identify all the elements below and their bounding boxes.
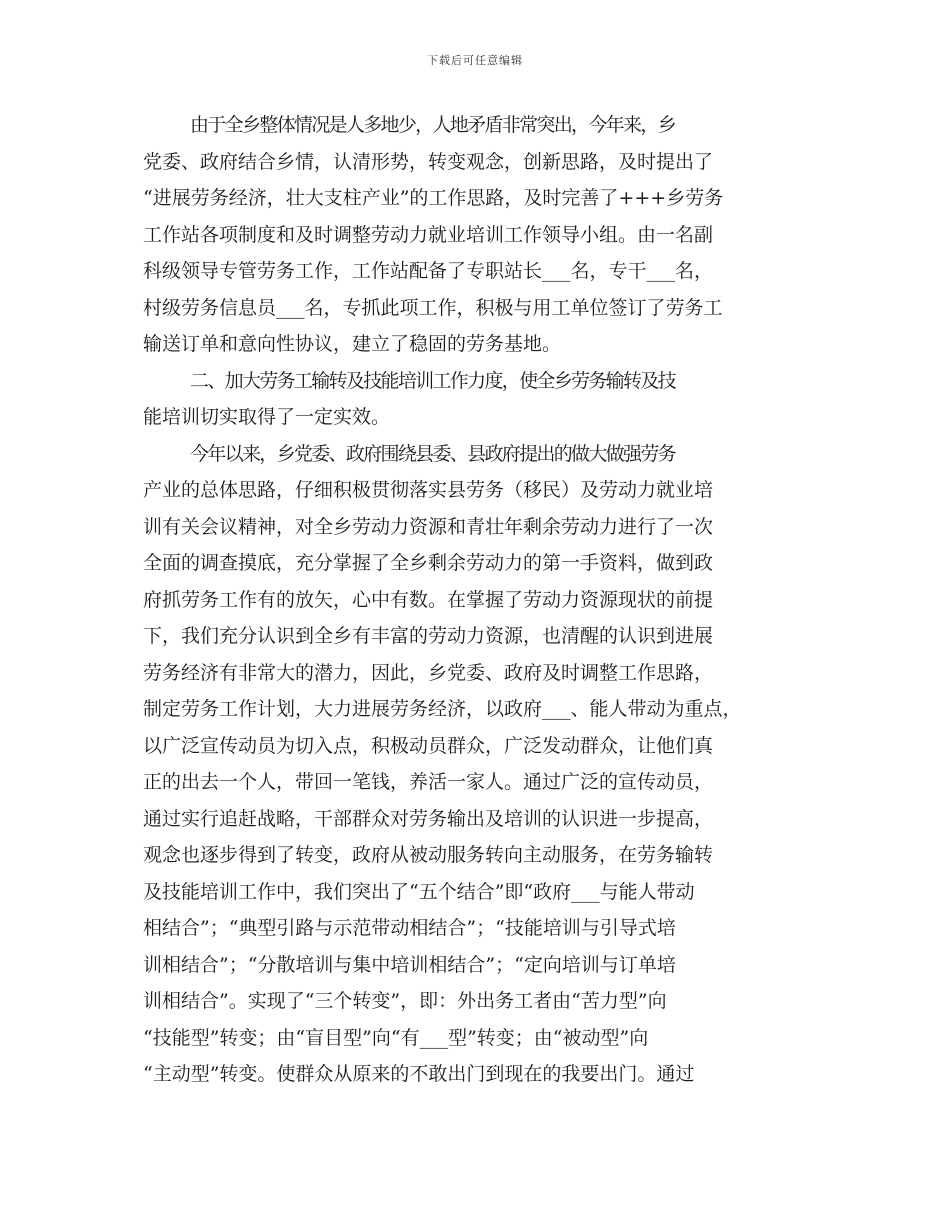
text-line: 通过实行追赶战略，干部群众对劳务输出及培训的认识进一步提高， xyxy=(143,807,714,830)
text-line: 劳务经济有非常大的潜力，因此，乡党委、政府及时调整工作思路， xyxy=(143,661,714,684)
text-line: 以广泛宣传动员为切入点，积极动员群众，广泛发动群众，让他们真 xyxy=(143,734,714,757)
text-line: 党委、政府结合乡情，认清形势，转变观念，创新思路，及时提出了 xyxy=(143,150,714,173)
text-line: 工作站各项制度和及时调整劳动力就业培训工作领导小组。由一名副 xyxy=(143,223,714,246)
text-line: 观念也逐步得到了转变，政府从被动服务转向主动服务，在劳务输转 xyxy=(143,844,714,866)
document-body xyxy=(143,107,813,1093)
text-line: 科级领导专管劳务工作，工作站配备了专职站长___名，专干___名， xyxy=(143,260,714,282)
text-line: 输送订单和意向性协议，建立了稳固的劳务基地。 xyxy=(143,333,562,355)
text-line: 下，我们充分认识到全乡有丰富的劳动力资源，也清醒的认识到进展 xyxy=(143,625,714,647)
text-line: “主动型”转变。使群众从原来的不敢出门到现在的我要出门。通过 xyxy=(143,1063,695,1085)
text-line: 制定劳务工作计划，大力进展劳务经济，以政府___、能人带动为重点， xyxy=(143,698,742,720)
text-line: 全面的调查摸底，充分掌握了全乡剩余劳动力的第一手资料，做到政 xyxy=(143,552,714,574)
text-line: “进展劳务经济，壮大支柱产业”的工作思路，及时完善了+++乡劳务 xyxy=(143,187,724,209)
text-line: 村级劳务信息员___名，专抓此项工作，积极与用工单位签订了劳务工 xyxy=(143,296,723,319)
text-line: 训相结合”；“分散培训与集中培训相结合”；“定向培训与订单培 xyxy=(143,953,676,976)
text-line: 府抓劳务工作有的放矢，心中有数。在掌握了劳动力资源现状的前提 xyxy=(143,588,714,611)
text-line: 今年以来，乡党委、政府围绕县委、县政府提出的做大做强劳务 xyxy=(190,442,675,465)
text-line: 产业的总体思路，仔细积极贯彻落实县劳务（移民）及劳动力就业培 xyxy=(143,479,714,501)
text-line: 二、加大劳务工输转及技能培训工作力度，使全乡劳务输转及技 xyxy=(190,369,675,392)
text-line: 及技能培训工作中，我们突出了“五个结合”即“政府___与能人带动 xyxy=(143,880,695,903)
text-line: 相结合”；“典型引路与示范带动相结合”；“技能培训与引导式培 xyxy=(143,917,676,939)
page-header: 下载后可任意编辑 xyxy=(427,54,523,67)
text-line: 训有关会议精神，对全乡劳动力资源和青壮年剩余劳动力进行了一次 xyxy=(143,515,714,538)
text-line: 训相结合”。实现了“三个转变”，即：外出务工者由“苦力型”向 xyxy=(143,990,667,1012)
text-line: 能培训切实取得了一定实效。 xyxy=(143,406,391,428)
text-line: 正的出去一个人，带回一笔钱，养活一家人。通过广泛的宣传动员， xyxy=(143,771,714,793)
text-line: 由于全乡整体情况是人多地少，人地矛盾非常突出，今年来，乡 xyxy=(190,114,675,136)
text-line: “技能型”转变；由“盲目型”向“有___型”转变；由“被动型”向 xyxy=(143,1026,649,1049)
